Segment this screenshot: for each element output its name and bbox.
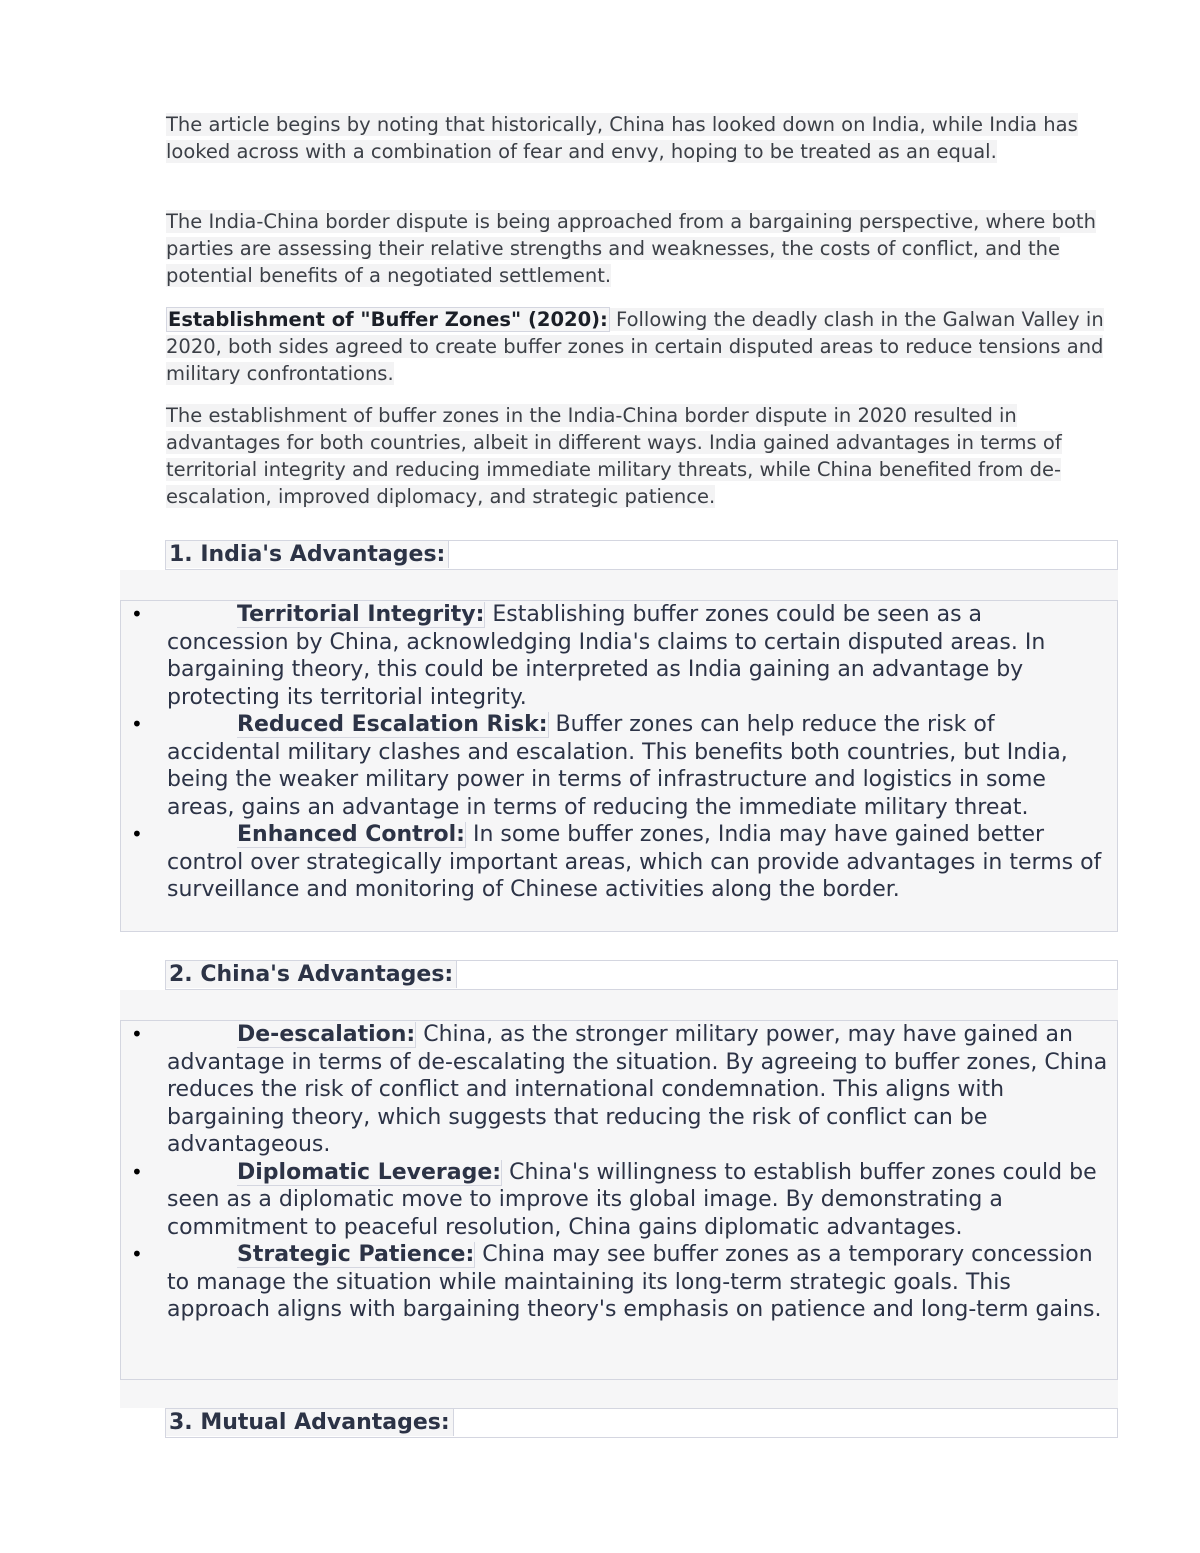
india-advantages-list — [120, 600, 1118, 932]
spacer-band — [120, 1380, 1118, 1408]
list-item: • De-escalation: China, as the stronger military power, may have gained an advantage in terms of de-escalating the situation. By agreeing to buffer zones, China reduces the risk of conflict and international condemnation. This aligns with bargaining theory, which suggests that reducing the risk of conflict can be advantageous. — [131, 1022, 1108, 1157]
list-item: • Territorial Integrity: Establishing buffer zones could be seen as a concession by China, acknowledging India's claims to certain disputed areas. In bargaining theory, this could be interpreted as India gaining an advantage by protecting its territorial integrity. — [131, 602, 1046, 710]
bullet-icon: • — [131, 712, 143, 736]
bargaining-paragraph: The India-China border dispute is being approached from a bargaining perspective, where both parties are assessing their relative strengths and weaknesses, the costs of conflict, and the potential benefits of a negotiated settlement. — [166, 210, 1096, 287]
spacer-band — [120, 570, 1118, 600]
buffer-zones-term: Establishment of "Buffer Zones" (2020): — [168, 308, 608, 331]
intro-paragraph: The article begins by noting that historically, China has looked down on India, while India has looked across with a combination of fear and envy, hoping to be treated as an equal. — [166, 113, 1078, 163]
bullet-icon: • — [131, 1242, 143, 1266]
bullet-icon: • — [131, 602, 143, 626]
china-advantages-list — [120, 1020, 1118, 1380]
section-heading-china: 2. China's Advantages: — [165, 960, 1118, 990]
bullet-icon: • — [131, 822, 143, 846]
bullet-icon: • — [131, 1022, 143, 1046]
bullet-icon: • — [131, 1159, 143, 1184]
list-item: • Reduced Escalation Risk: Buffer zones can help reduce the risk of accidental military clashes and escalation. This benefits both countries, but India, being the weaker military power in terms of infrastructure and logistics in some areas, gains an advantage in terms of reducing the immediate military threat. — [131, 712, 1068, 820]
spacer-band — [120, 990, 1118, 1020]
buffer-zones-paragraph: Establishment of "Buffer Zones" (2020): Following the deadly clash in the Galwan Valley in 2020, both sides agreed to create buffer zones in certain disputed areas to reduce tensions and military confrontations. — [166, 308, 1104, 385]
summary-paragraph: The establishment of buffer zones in the India-China border dispute in 2020 resulted in advantages for both countries, albeit in different ways. India gained advantages in terms of territorial integrity and reducing immediate military threats, while China benefited from de-escalation, improved diplomacy, and strategic patience. — [166, 404, 1062, 508]
section-heading-india: 1. India's Advantages: — [165, 540, 1118, 570]
list-item: • Strategic Patience: China may see buffer zones as a temporary concession to manage the situation while maintaining its long-term strategic goals. This approach aligns with bargaining theory's emphasis on patience and long-term gains. — [131, 1242, 1102, 1322]
list-item: • Diplomatic Leverage: China's willingness to establish buffer zones could be seen as a diplomatic move to improve its global image. By demonstrating a commitment to peaceful resolution, China gains diplomatic advantages. — [131, 1159, 1097, 1240]
list-item: • Enhanced Control: In some buffer zones, India may have gained better control over strategically important areas, which can provide advantages in terms of surveillance and monitoring of Chinese activities along the border. — [131, 822, 1102, 902]
section-heading-mutual: 3. Mutual Advantages: — [165, 1408, 1118, 1438]
